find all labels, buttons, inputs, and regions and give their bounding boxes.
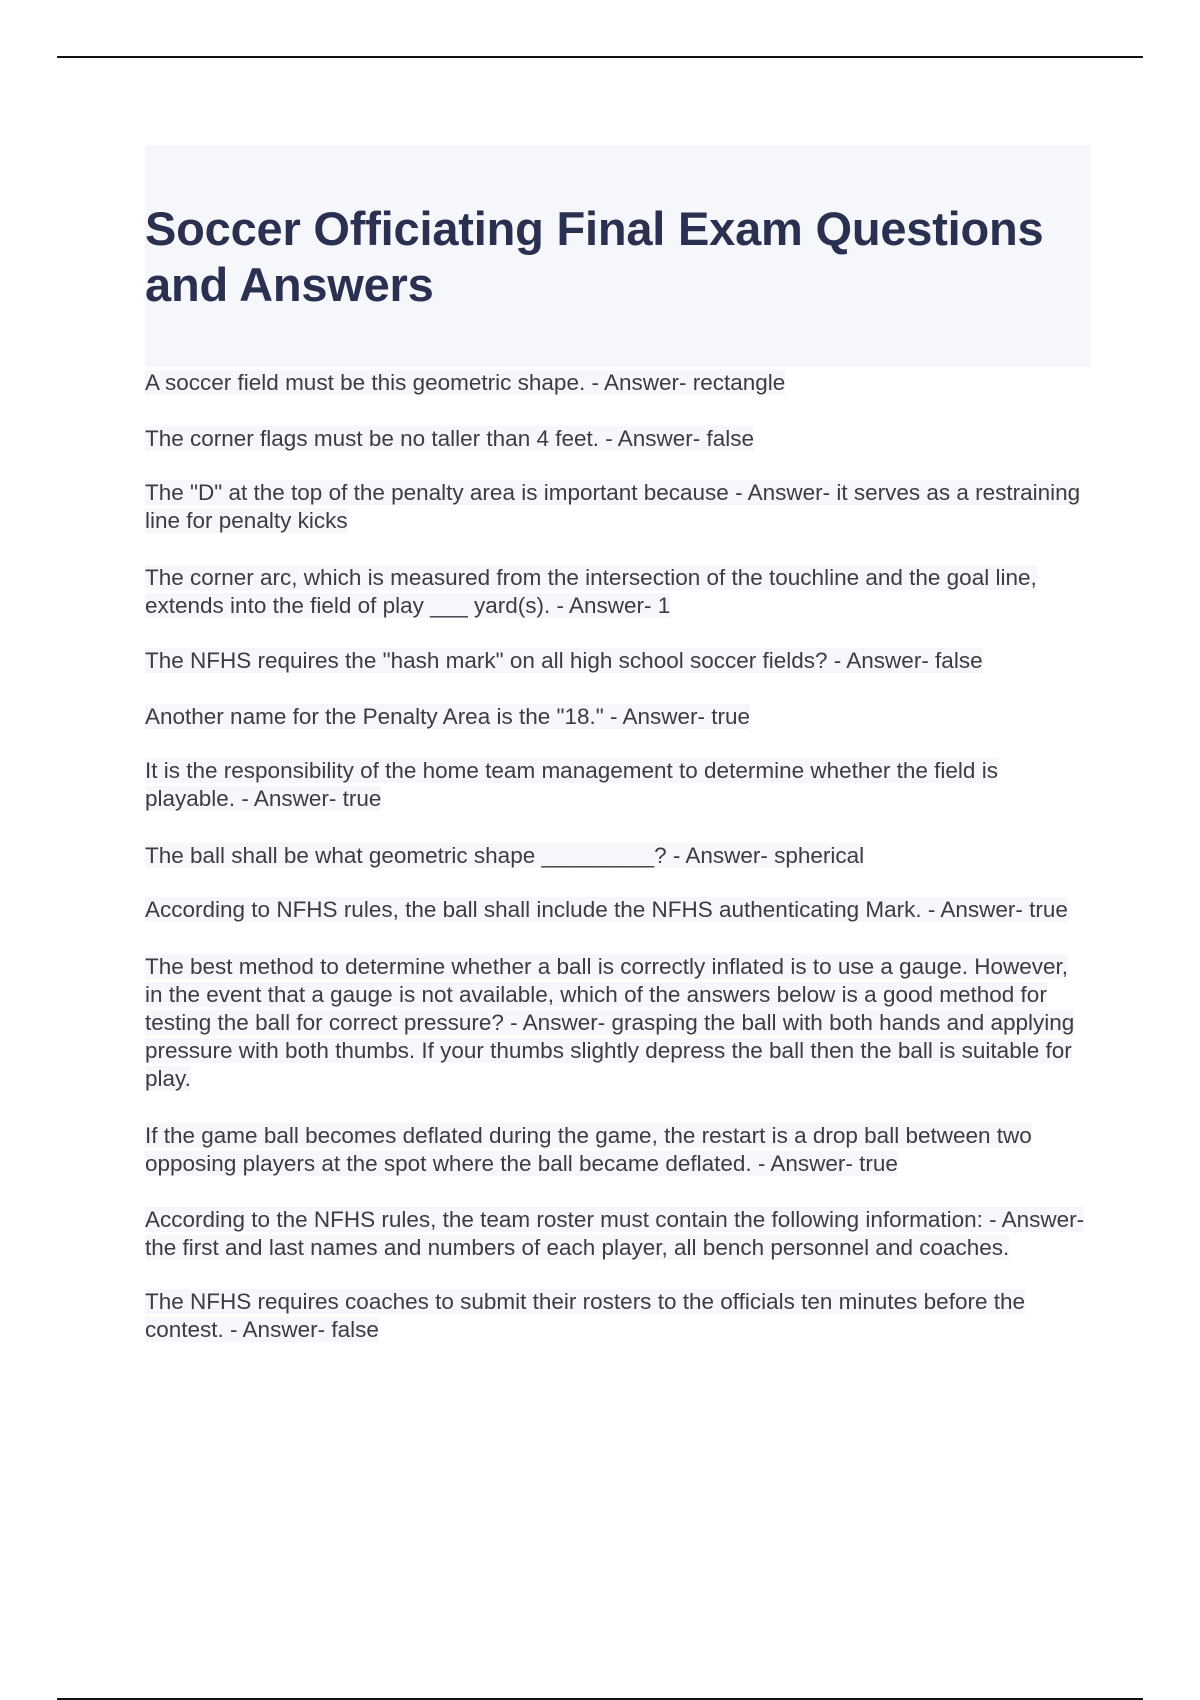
qa-item	[145, 647, 1090, 675]
qa-text: According to NFHS rules, the ball shall include the NFHS authenticating Mark. - Answer- true	[145, 897, 1068, 922]
qa-text: The corner flags must be no taller than 4 feet. - Answer- false	[145, 426, 755, 451]
qa-item	[145, 896, 1090, 924]
qa-text: It is the responsibility of the home team management to determine whether the field is playable. - Answer- true	[145, 758, 998, 811]
qa-item	[145, 757, 1090, 813]
qa-text: Another name for the Penalty Area is the "18." - Answer- true	[145, 704, 751, 729]
document-body	[145, 145, 1090, 1344]
qa-list	[145, 369, 1090, 1344]
qa-text: If the game ball becomes deflated during the game, the restart is a drop ball between two opposing players at the spot where the ball became deflated. - Answer- true	[145, 1123, 1032, 1176]
qa-item	[145, 479, 1090, 535]
qa-item	[145, 425, 1090, 453]
qa-item	[145, 1206, 1090, 1262]
qa-text: A soccer field must be this geometric shape. - Answer- rectangle	[145, 370, 786, 395]
title-block	[145, 145, 1090, 367]
qa-item	[145, 369, 1090, 397]
qa-item	[145, 703, 1090, 731]
qa-item	[145, 842, 1090, 870]
qa-text: The ball shall be what geometric shape _________? - Answer- spherical	[145, 843, 865, 868]
qa-item	[145, 1288, 1090, 1344]
qa-text: The best method to determine whether a ball is correctly inflated is to use a gauge. However, in the event that a gauge is not available, which of the answers below is a good method for testing the ball for correct pressure? - Answer- grasping the ball with both hands and applying pressure with both thumbs. If your thumbs slightly depress the ball then the ball is suitable for play.	[145, 954, 1075, 1091]
qa-text: The NFHS requires coaches to submit their rosters to the officials ten minutes before the contest. - Answer- false	[145, 1289, 1025, 1342]
qa-text: The "D" at the top of the penalty area is important because - Answer- it serves as a restraining line for penalty kicks	[145, 480, 1081, 533]
document-title: Soccer Officiating Final Exam Questions and Answers	[145, 202, 1044, 311]
qa-text: According to the NFHS rules, the team roster must contain the following information: - Answer- the first and last names and numbers of each player, all bench personnel and coaches.	[145, 1207, 1085, 1260]
qa-text: The NFHS requires the "hash mark" on all high school soccer fields? - Answer- false	[145, 648, 983, 673]
qa-item	[145, 953, 1090, 1093]
qa-text: The corner arc, which is measured from the intersection of the touchline and the goal line, extends into the field of play ___ yard(s). - Answer- 1	[145, 565, 1037, 618]
qa-item	[145, 564, 1090, 620]
top-rule	[57, 56, 1143, 58]
qa-item	[145, 1122, 1090, 1178]
